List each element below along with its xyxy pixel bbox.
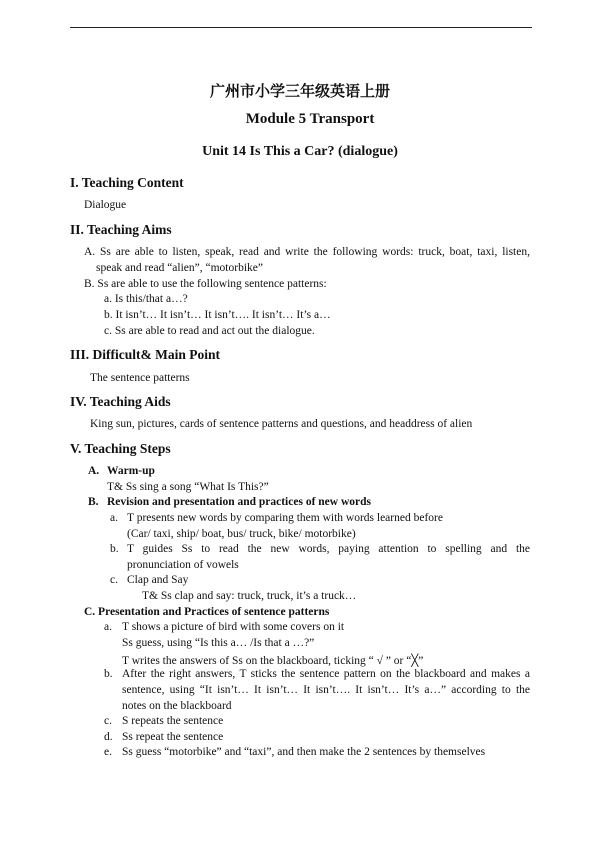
teaching-aids-text: King sun, pictures, cards of sentence patterns and questions, and headdress of alien <box>90 418 473 430</box>
step-b-item-c-line1: Clap and Say <box>127 574 189 586</box>
step-a-title: Warm-up <box>107 465 155 477</box>
aim-b-sub-c: c. Ss are able to read and act out the dialogue. <box>104 325 315 337</box>
step-b-item-b-line1: T guides Ss to read the new words, paying attention to spelling and the <box>127 543 530 555</box>
unit-title: Unit 14 Is This a Car? (dialogue) <box>202 144 398 159</box>
step-c-item-a-line2: Ss guess, using “Is this a… /Is that a …?” <box>122 637 315 649</box>
step-a-text: T& Ss sing a song “What Is This?” <box>107 481 269 493</box>
step-c-item-c-line1: S repeats the sentence <box>122 715 224 727</box>
header-rule <box>70 27 532 28</box>
aim-a-line2: speak and read “alien”, “motorbike” <box>96 262 263 274</box>
module-title: Module 5 Transport <box>245 111 375 127</box>
step-c-item-d-line1: Ss repeat the sentence <box>122 731 224 743</box>
aim-b-sub-a: a. Is this/that a…? <box>104 293 188 305</box>
step-c-item-a-line1: T shows a picture of bird with some covers on it <box>122 621 345 633</box>
step-c-item-e-marker: e. <box>104 746 112 758</box>
step-c-item-b-line1: After the right answers, T sticks the sentence pattern on the blackboard and makes a <box>122 668 530 680</box>
heading-teaching-content: I. Teaching Content <box>70 175 184 190</box>
step-c-title: C. Presentation and Practices of sentence patterns <box>84 606 330 618</box>
teaching-content-text: Dialogue <box>84 199 127 211</box>
step-c-item-b-marker: b. <box>104 668 113 680</box>
step-c-item-b-line3: notes on the blackboard <box>122 700 232 712</box>
step-b-item-c-marker: c. <box>110 574 118 586</box>
heading-teaching-aids: IV. Teaching Aids <box>70 394 171 409</box>
step-b-item-b-line2: pronunciation of vowels <box>127 559 239 571</box>
step-b-item-a-marker: a. <box>110 512 118 524</box>
step-b-item-b-marker: b. <box>110 543 119 555</box>
step-b-title: Revision and presentation and practices of new words <box>107 496 371 508</box>
step-c-item-d-marker: d. <box>104 731 113 743</box>
step-c-item-a-line3: T writes the answers of Ss on the blackboard, ticking “ √ ” or “╳” <box>122 655 424 667</box>
step-b-item-a-line2: (Car/ taxi, ship/ boat, bus/ truck, bike/ motorbike) <box>127 528 356 540</box>
difficult-point-text: The sentence patterns <box>90 372 190 384</box>
document-title-chinese: 广州市小学三年级英语上册 <box>209 82 390 100</box>
step-c-item-c-marker: c. <box>104 715 112 727</box>
step-c-item-a-marker: a. <box>104 621 112 633</box>
step-b-marker: B. <box>88 496 99 508</box>
step-b-item-c-line2: T& Ss clap and say: truck, truck, it’s a truck… <box>142 590 357 602</box>
heading-teaching-aims: II. Teaching Aims <box>70 222 172 237</box>
step-a-marker: A. <box>88 465 100 477</box>
heading-teaching-steps: V. Teaching Steps <box>70 441 171 456</box>
step-c-item-b-line2: sentence, using “It isn’t… It isn’t… It isn’t…. It isn’t… It’s a…” according to the <box>122 684 530 696</box>
step-b-item-a-line1: T presents new words by comparing them with words learned before <box>127 512 443 524</box>
heading-difficult-point: III. Difficult& Main Point <box>70 347 220 362</box>
step-c-item-e-line1: Ss guess “motorbike” and “taxi”, and then make the 2 sentences by themselves <box>122 746 486 758</box>
aim-a-line1: A. Ss are able to listen, speak, read and write the following words: truck, boat, taxi, listen, <box>84 246 530 258</box>
aim-b: B. Ss are able to use the following sentence patterns: <box>84 278 327 290</box>
aim-b-sub-b: b. It isn’t… It isn’t… It isn’t…. It isn’t… It’s a… <box>104 309 331 321</box>
